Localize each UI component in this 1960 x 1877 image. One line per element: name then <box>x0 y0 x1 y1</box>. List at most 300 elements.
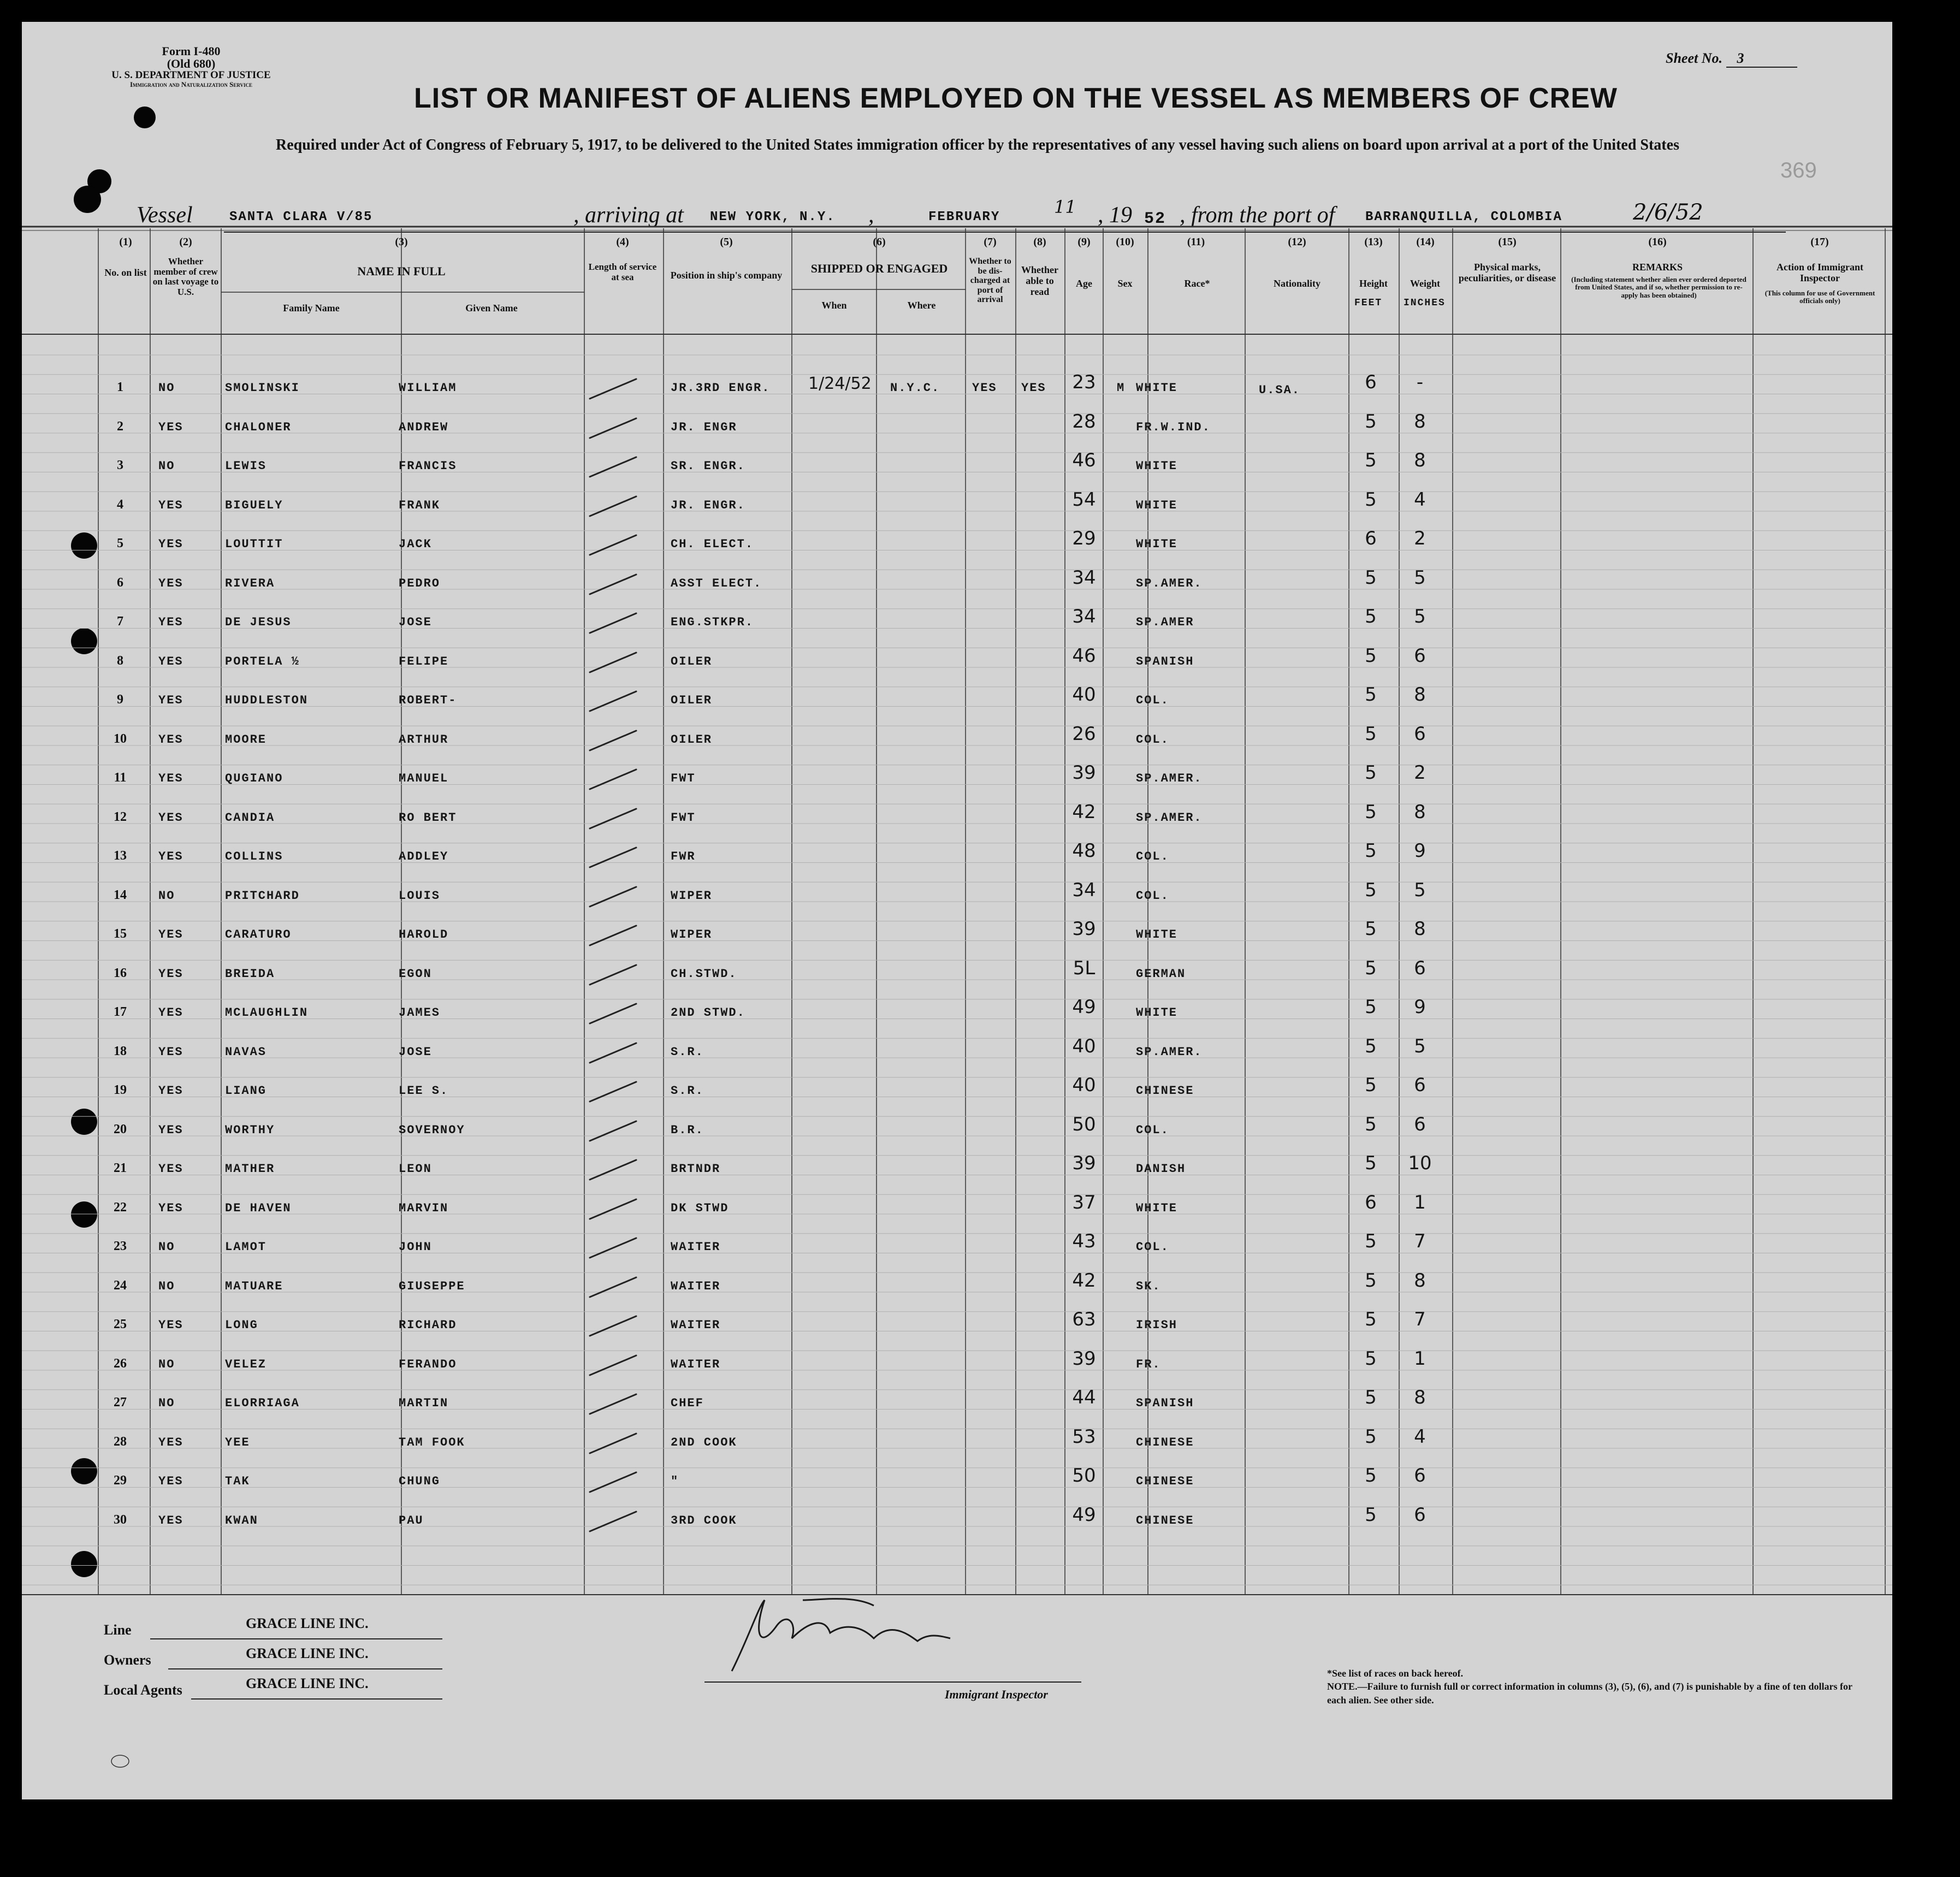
position: OILER <box>671 694 713 707</box>
age: 5L <box>1073 957 1096 979</box>
height-feet: 6 <box>1365 371 1377 393</box>
header-c5: Position in ship's company <box>670 270 783 281</box>
header-c6: SHIPPED OR ENGAGED <box>810 262 948 275</box>
arrival-month: FEBRUARY <box>928 210 1000 224</box>
form-number: Form I-480 <box>162 44 221 58</box>
row-number: 24 <box>114 1278 127 1293</box>
crew-last-voyage: YES <box>158 1045 183 1059</box>
given-name: MARVIN <box>399 1201 449 1215</box>
arriving-label: , arriving at <box>573 203 684 228</box>
position: JR.3RD ENGR. <box>671 381 771 395</box>
given-name: LOUIS <box>399 889 441 903</box>
family-name: MATHER <box>225 1162 275 1176</box>
crew-last-voyage: YES <box>158 928 183 942</box>
given-name: WILLIAM <box>399 381 457 395</box>
race: DANISH <box>1136 1162 1186 1176</box>
able-to-read-value: YES <box>1021 381 1046 395</box>
height-inches: 6 <box>1414 645 1426 667</box>
row-number: 6 <box>117 576 123 590</box>
family-name: CANDIA <box>225 811 275 825</box>
manifest-sheet <box>22 22 1892 1799</box>
age: 53 <box>1072 1426 1096 1448</box>
row-number: 16 <box>114 966 127 980</box>
row-number: 11 <box>114 771 127 785</box>
age: 54 <box>1072 489 1096 511</box>
age: 40 <box>1072 684 1096 706</box>
race: SPANISH <box>1136 1396 1194 1410</box>
given-name: JOHN <box>399 1240 432 1254</box>
given-name: FRANK <box>399 499 441 512</box>
column-number: (8) <box>1033 236 1046 248</box>
age: 28 <box>1072 411 1096 433</box>
crew-last-voyage: YES <box>158 772 183 785</box>
given-name: MARTIN <box>399 1396 449 1410</box>
shipped-when: 1/24/52 <box>808 374 872 393</box>
family-name: PRITCHARD <box>225 889 300 903</box>
height-feet: 5 <box>1365 411 1377 433</box>
height-feet: 5 <box>1365 645 1377 667</box>
height-feet: 5 <box>1365 449 1377 471</box>
age: 46 <box>1072 645 1096 667</box>
age: 39 <box>1072 918 1096 940</box>
family-name: MOORE <box>225 733 267 747</box>
height-feet: 5 <box>1365 801 1377 823</box>
row-number: 3 <box>117 458 123 472</box>
column-number: (9) <box>1077 236 1091 248</box>
position: ENG.STKPR. <box>671 615 754 629</box>
column-number: (13) <box>1364 236 1383 248</box>
header-c16a: (Including statement whether alien ever ordered deported from United States, and if so, whether permission to re-apply has been obtained) <box>1571 275 1746 299</box>
owners-value: GRACE LINE INC. <box>246 1645 369 1661</box>
height-inches: 2 <box>1414 528 1426 549</box>
height-feet: 5 <box>1365 684 1377 706</box>
race: FR.W.IND. <box>1136 421 1211 434</box>
crew-last-voyage: YES <box>158 967 183 981</box>
family-name: QUGIANO <box>225 772 283 785</box>
row-number: 25 <box>114 1317 127 1331</box>
vessel-value: SANTA CLARA V/85 <box>229 210 373 224</box>
height-inches: 8 <box>1414 449 1426 471</box>
header-c11: Race* <box>1184 278 1210 289</box>
height-feet: 5 <box>1365 1348 1377 1370</box>
given-name: EGON <box>399 967 432 981</box>
height-feet: 5 <box>1365 1387 1377 1408</box>
row-number: 17 <box>114 1005 127 1019</box>
column-number: (5) <box>720 236 733 248</box>
header-c2: Whether member of crew on last voyage to U.S. <box>152 256 219 298</box>
header-c6b: Where <box>907 300 936 311</box>
from-label: , from the port of <box>1180 203 1335 228</box>
family-name: RIVERA <box>225 577 275 590</box>
column-number: (17) <box>1810 236 1829 248</box>
header-c12: Nationality <box>1273 278 1321 289</box>
family-name: TAK <box>225 1475 250 1488</box>
row-number: 13 <box>114 849 127 863</box>
crew-last-voyage: YES <box>158 577 183 590</box>
family-name: DE HAVEN <box>225 1201 292 1215</box>
position: WAITER <box>671 1280 721 1293</box>
given-name: SOVERNOY <box>399 1123 465 1137</box>
position: JR. ENGR. <box>671 499 745 512</box>
given-name: FRANCIS <box>399 459 457 473</box>
fine-note: NOTE.—Failure to furnish full or correct information in columns (3), (5), (6), and (7) is punishable by a fine of ten dollars for each alien. See other side. <box>1327 1681 1852 1706</box>
crew-last-voyage: YES <box>158 1514 183 1527</box>
owners-label: Owners <box>104 1652 151 1668</box>
race: WHITE <box>1136 1006 1178 1020</box>
handwritten-date: 2/6/52 <box>1633 200 1703 225</box>
row-number: 7 <box>117 614 123 629</box>
row-number: 30 <box>114 1513 127 1527</box>
local-agents-label: Local Agents <box>104 1682 182 1698</box>
age: 39 <box>1072 1348 1096 1370</box>
height-feet: 5 <box>1365 840 1377 862</box>
family-name: KWAN <box>225 1514 258 1527</box>
position: S.R. <box>671 1045 704 1059</box>
height-feet: 5 <box>1365 1308 1377 1330</box>
age: 63 <box>1072 1308 1096 1330</box>
height-inches: 9 <box>1414 996 1426 1018</box>
position: FWR <box>671 850 696 863</box>
age: 43 <box>1072 1230 1096 1252</box>
height-feet: 5 <box>1365 996 1377 1018</box>
row-number: 23 <box>114 1239 127 1253</box>
position: SR. ENGR. <box>671 459 745 473</box>
height-feet: 5 <box>1365 1230 1377 1252</box>
column-number: (10) <box>1116 236 1134 248</box>
column-number: (7) <box>984 236 997 248</box>
race: WHITE <box>1136 537 1178 551</box>
header-c10: Sex <box>1117 278 1133 289</box>
family-name: LAMOT <box>225 1240 267 1254</box>
race: SPANISH <box>1136 655 1194 668</box>
header-c17a: (This column for use of Government officials only) <box>1764 289 1875 305</box>
header-c7: Whether to be dis-charged at port of arrival <box>969 257 1011 305</box>
given-name: JACK <box>399 537 432 551</box>
crew-last-voyage: YES <box>158 1123 183 1137</box>
age: 44 <box>1072 1387 1096 1408</box>
family-name: ELORRIAGA <box>225 1396 300 1410</box>
family-name: COLLINS <box>225 850 283 863</box>
age: 42 <box>1072 1270 1096 1292</box>
height-inches: 1 <box>1414 1348 1426 1370</box>
family-name: CARATURO <box>225 928 292 942</box>
race: COL. <box>1136 1240 1169 1254</box>
column-number: (3) <box>395 236 408 248</box>
position: WAITER <box>671 1358 721 1371</box>
arriving-value: NEW YORK, N.Y. <box>710 210 836 224</box>
column-number: (11) <box>1187 236 1205 248</box>
height-feet: 5 <box>1365 879 1377 901</box>
row-number: 21 <box>114 1161 127 1175</box>
height-inches: 6 <box>1414 1074 1426 1096</box>
race: COL. <box>1136 733 1169 747</box>
crew-last-voyage: YES <box>158 850 183 863</box>
position: OILER <box>671 655 713 668</box>
position: WIPER <box>671 928 713 942</box>
stamp-number: 369 <box>1780 158 1817 182</box>
height-feet: 5 <box>1365 489 1377 511</box>
crew-last-voyage: NO <box>158 1280 175 1293</box>
nationality-value: U.SA. <box>1259 383 1301 397</box>
header-c3: NAME IN FULL <box>357 264 446 278</box>
row-number: 10 <box>114 732 127 746</box>
footer-note <box>1327 1667 1873 1707</box>
crew-last-voyage: YES <box>158 537 183 551</box>
crew-last-voyage: YES <box>158 1162 183 1176</box>
race: COL. <box>1136 850 1169 863</box>
family-name: PORTELA ½ <box>225 655 300 668</box>
height-inches: 6 <box>1414 1465 1426 1487</box>
crew-last-voyage: YES <box>158 1084 183 1098</box>
crew-last-voyage: YES <box>158 1006 183 1020</box>
height-inches: 8 <box>1414 1387 1426 1408</box>
height-feet: 5 <box>1365 918 1377 940</box>
height-inches: 5 <box>1414 606 1426 627</box>
row-number: 15 <box>114 927 127 941</box>
crew-last-voyage: NO <box>158 1358 175 1371</box>
header-c14a: INCHES <box>1404 298 1446 309</box>
position: CH.STWD. <box>671 967 737 981</box>
line-label: Line <box>104 1622 132 1638</box>
given-name: HAROLD <box>399 928 449 942</box>
row-number: 27 <box>114 1395 127 1410</box>
from-port-value: BARRANQUILLA, COLOMBIA <box>1365 210 1562 224</box>
age: 40 <box>1072 1074 1096 1096</box>
age: 34 <box>1072 567 1096 589</box>
given-name: ADDLEY <box>399 850 449 863</box>
given-name: ANDREW <box>399 421 449 434</box>
given-name: LEON <box>399 1162 432 1176</box>
height-inches: 2 <box>1414 762 1426 784</box>
race: WHITE <box>1136 499 1178 512</box>
position: DK STWD <box>671 1201 729 1215</box>
height-inches: 9 <box>1414 840 1426 862</box>
header-c3a: Family Name <box>283 303 340 313</box>
vessel-label: Vessel <box>137 203 193 228</box>
row-number: 19 <box>114 1083 127 1097</box>
age: 50 <box>1072 1114 1096 1135</box>
family-name: YEE <box>225 1436 250 1449</box>
crew-last-voyage: YES <box>158 694 183 707</box>
arrival-day: 11 <box>1054 197 1076 217</box>
height-feet: 5 <box>1365 957 1377 979</box>
given-name: LEE S. <box>399 1084 449 1098</box>
given-name: GIUSEPPE <box>399 1280 465 1293</box>
position: BRTNDR <box>671 1162 721 1176</box>
age: 39 <box>1072 1152 1096 1174</box>
age: 49 <box>1072 996 1096 1018</box>
header-c4: Length of service at sea <box>588 262 657 282</box>
given-name: JOSE <box>399 1045 432 1059</box>
race: COL. <box>1136 694 1169 707</box>
row-number: 14 <box>114 888 127 902</box>
line-value: GRACE LINE INC. <box>246 1615 369 1631</box>
height-inches: 6 <box>1414 957 1426 979</box>
position: JR. ENGR <box>671 421 737 434</box>
shipped-where: N.Y.C. <box>890 381 940 395</box>
crew-last-voyage: YES <box>158 655 183 668</box>
height-feet: 6 <box>1365 1192 1377 1213</box>
column-number: (2) <box>179 236 192 248</box>
race: SP.AMER. <box>1136 1045 1203 1059</box>
crew-last-voyage: YES <box>158 421 183 434</box>
crew-last-voyage: NO <box>158 889 175 903</box>
crew-last-voyage: NO <box>158 381 175 395</box>
position: " <box>671 1475 679 1488</box>
given-name: JAMES <box>399 1006 441 1020</box>
header-c16: REMARKS <box>1632 262 1683 273</box>
race: SP.AMER. <box>1136 577 1203 590</box>
row-number: 2 <box>117 419 123 434</box>
race: CHINESE <box>1136 1084 1194 1098</box>
given-name: PAU <box>399 1514 424 1527</box>
header-c6a: When <box>821 300 847 311</box>
race: FR. <box>1136 1358 1161 1371</box>
family-name: NAVAS <box>225 1045 267 1059</box>
race: SP.AMER. <box>1136 772 1203 785</box>
race: SK. <box>1136 1280 1161 1293</box>
height-inches: 4 <box>1414 1426 1426 1448</box>
position: WAITER <box>671 1240 721 1254</box>
page-subtitle: Required under Act of Congress of February 5, 1917, to be delivered to the United States immigration officer by the representatives of any vessel having such aliens on board upon arrival at a port of the United States <box>276 137 1679 153</box>
height-feet: 5 <box>1365 606 1377 627</box>
height-inches: 7 <box>1414 1230 1426 1252</box>
given-name: CHUNG <box>399 1475 441 1488</box>
row-number: 29 <box>114 1473 127 1488</box>
given-name: MANUEL <box>399 772 449 785</box>
column-number: (16) <box>1648 236 1667 248</box>
header-c1: No. on list <box>104 267 147 278</box>
form-old-number: (Old 680) <box>167 57 216 71</box>
race: WHITE <box>1136 1201 1178 1215</box>
given-name: JOSE <box>399 615 432 629</box>
age: 39 <box>1072 762 1096 784</box>
height-inches: 7 <box>1414 1308 1426 1330</box>
family-name: HUDDLESTON <box>225 694 309 707</box>
crew-last-voyage: YES <box>158 1436 183 1449</box>
column-number: (4) <box>616 236 629 248</box>
height-inches: 8 <box>1414 918 1426 940</box>
height-feet: 5 <box>1365 1270 1377 1292</box>
position: CH. ELECT. <box>671 537 754 551</box>
inspector-signature <box>732 1599 950 1672</box>
height-inches: 8 <box>1414 1270 1426 1292</box>
discharged-value: YES <box>972 381 997 395</box>
race: WHITE <box>1136 459 1178 473</box>
height-feet: 5 <box>1365 1114 1377 1135</box>
position: S.R. <box>671 1084 704 1098</box>
height-feet: 5 <box>1365 1074 1377 1096</box>
department-name: U. S. DEPARTMENT OF JUSTICE <box>111 69 271 81</box>
height-inches: 4 <box>1414 489 1426 511</box>
row-number: 8 <box>117 654 123 668</box>
column-number: (14) <box>1416 236 1435 248</box>
crew-last-voyage: YES <box>158 615 183 629</box>
service-name: Immigration and Naturalization Service <box>129 80 253 89</box>
age: 34 <box>1072 606 1096 627</box>
height-feet: 5 <box>1365 1504 1377 1526</box>
position: B.R. <box>671 1123 704 1137</box>
given-name: FERANDO <box>399 1358 457 1371</box>
age: 50 <box>1072 1465 1096 1487</box>
family-name: LONG <box>225 1318 258 1332</box>
crew-last-voyage: YES <box>158 811 183 825</box>
position: ASST ELECT. <box>671 577 762 590</box>
row-number: 20 <box>114 1122 127 1136</box>
vessel-line: Vessel SANTA CLARA V/85 , arriving at NEW YORK, N.Y. , FEBRUARY 11 , 19 52 , from the port of BARRANQUILLA, COLOMBIA 2/6/52 <box>137 202 1775 235</box>
height-feet: 5 <box>1365 567 1377 589</box>
inspector-label: Immigrant Inspector <box>945 1687 1048 1701</box>
position: FWT <box>671 811 696 825</box>
race: COL. <box>1136 1123 1169 1137</box>
family-name: SMOLINSKI <box>225 381 300 395</box>
crew-last-voyage: NO <box>158 459 175 473</box>
family-name: BREIDA <box>225 967 275 981</box>
family-name: BIGUELY <box>225 499 283 512</box>
height-feet: 5 <box>1365 762 1377 784</box>
height-inches: - <box>1416 371 1424 393</box>
race: GERMAN <box>1136 967 1186 981</box>
header-c9: Age <box>1076 278 1092 289</box>
header-c15: Physical marks, peculiarities, or disease <box>1458 262 1556 283</box>
height-inches: 1 <box>1414 1192 1426 1213</box>
row-number: 5 <box>117 536 123 550</box>
height-feet: 5 <box>1365 723 1377 745</box>
header-c17: Action of Immigrant Inspector <box>1777 262 1863 283</box>
race: CHINESE <box>1136 1436 1194 1449</box>
row-number: 22 <box>114 1200 127 1215</box>
position: 3RD COOK <box>671 1514 737 1527</box>
age: 34 <box>1072 879 1096 901</box>
column-number: (15) <box>1498 236 1517 248</box>
race: SP.AMER <box>1136 615 1194 629</box>
height-inches: 5 <box>1414 567 1426 589</box>
row-number: 9 <box>117 692 123 707</box>
races-note: *See list of races on back hereof. <box>1327 1668 1464 1679</box>
row-number: 26 <box>114 1357 127 1371</box>
age: 42 <box>1072 801 1096 823</box>
height-inches: 8 <box>1414 684 1426 706</box>
age: 48 <box>1072 840 1096 862</box>
height-inches: 6 <box>1414 1114 1426 1135</box>
column-number: (1) <box>119 236 132 248</box>
height-feet: 5 <box>1365 1465 1377 1487</box>
crew-last-voyage: YES <box>158 499 183 512</box>
crew-last-voyage: YES <box>158 1318 183 1332</box>
crew-last-voyage: NO <box>158 1396 175 1410</box>
position: 2ND COOK <box>671 1436 737 1449</box>
crew-last-voyage: NO <box>158 1240 175 1254</box>
given-name: RICHARD <box>399 1318 457 1332</box>
local-agents-value: GRACE LINE INC. <box>246 1675 369 1691</box>
race: CHINESE <box>1136 1475 1194 1488</box>
height-inches: 5 <box>1414 879 1426 901</box>
sheet-number-value: 3 <box>1726 50 1797 68</box>
header-c13a: FEET <box>1354 298 1383 309</box>
crew-last-voyage: YES <box>158 733 183 747</box>
family-name: LOUTTIT <box>225 537 283 551</box>
row-number: 4 <box>117 498 123 512</box>
race: IRISH <box>1136 1318 1178 1332</box>
age: 40 <box>1072 1035 1096 1057</box>
family-name: VELEZ <box>225 1358 267 1371</box>
given-name: FELIPE <box>399 655 449 668</box>
arrival-year: 52 <box>1144 210 1166 228</box>
family-name: WORTHY <box>225 1123 275 1137</box>
column-number: (6) <box>873 236 886 248</box>
position: FWT <box>671 772 696 785</box>
column-number: (12) <box>1288 236 1306 248</box>
